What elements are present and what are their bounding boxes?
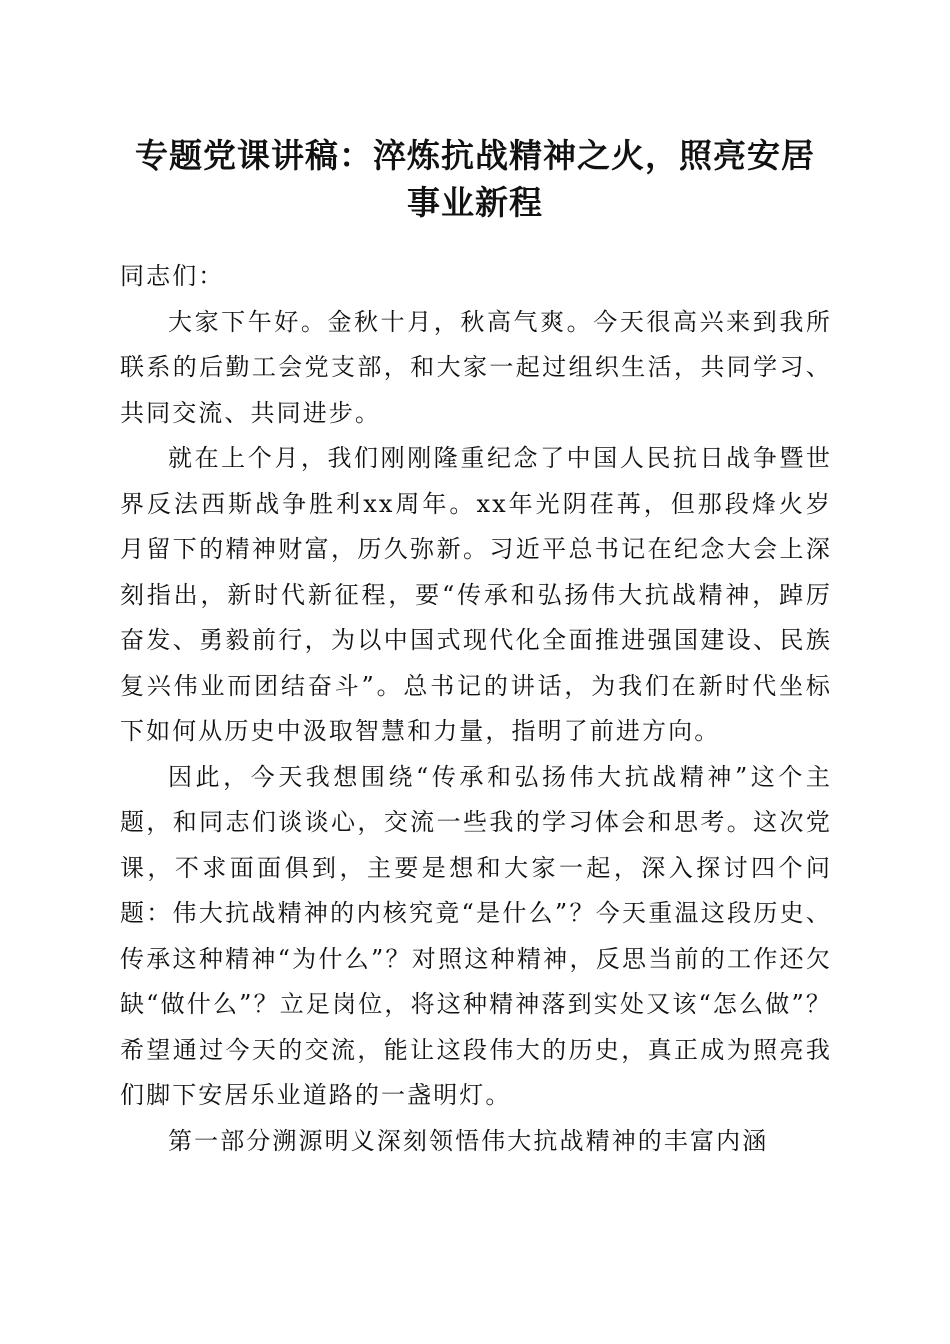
paragraph-agenda: 因此，今天我想围绕“传承和弘扬伟大抗战精神”这个主题，和同志们谈谈心，交流一些我的学习体会和思考。这次党课，不求面面俱到，主要是想和大家一起，深入探讨四个问题：伟大抗战精神的内核究竟“是什么”？今天重温这段历史、传承这种精神“为什么”？对照这种精神，反思当前的工作还欠缺“做什么”？立足岗位，将这种精神落到实处又该“怎么做”？希望通过今天的交流，能让这段伟大的历史，真正成为照亮我们脚下安居乐业道路的一盏明灯。 — [120, 762, 832, 1109]
title-line-1: 专题党课讲稿：淬炼抗战精神之火，照亮安居 — [135, 136, 815, 175]
document-title — [100, 132, 850, 226]
salutation: 同志们： — [120, 262, 225, 290]
title-line-2: 事业新程 — [407, 183, 543, 222]
document-body — [120, 254, 832, 1164]
section-heading: 第一部分溯源明义深刻领悟伟大抗战精神的丰富内涵 — [168, 1126, 769, 1155]
paragraph-greeting: 大家下午好。金秋十月，秋高气爽。今天很高兴来到我所联系的后勤工会党支部，和大家一起过组织生活，共同学习、共同交流、共同进步。 — [120, 307, 832, 427]
paragraph-anniversary: 就在上个月，我们刚刚隆重纪念了中国人民抗日战争暨世界反法西斯战争胜利xx周年。xx年光阴荏苒，但那段烽火岁月留下的精神财富，历久弥新。习近平总书记在纪念大会上深刻指出，新时代新征程，要“传承和弘扬伟大抗战精神，踔厉奋发、勇毅前行，为以中国式现代化全面推进强国建设、民族复兴伟业而团结奋斗”。总书记的讲话，为我们在新时代坐标下如何从历史中汲取智慧和力量，指明了前进方向。 — [120, 444, 832, 745]
